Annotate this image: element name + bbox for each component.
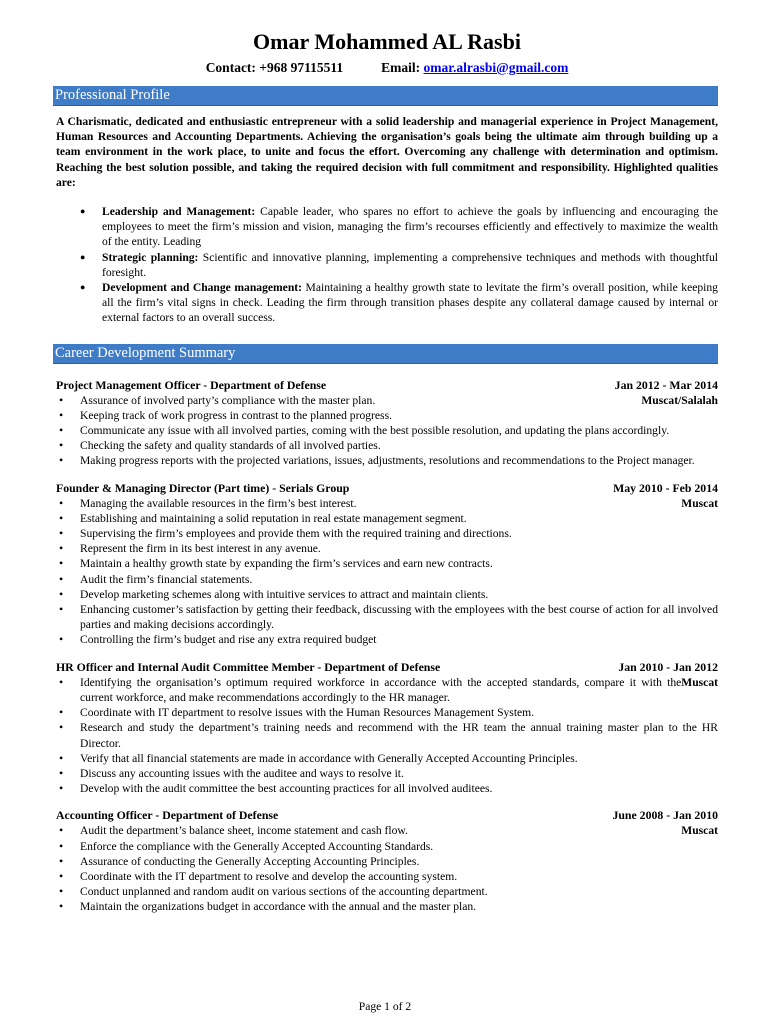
duty-item	[80, 408, 718, 423]
duties-list	[56, 393, 718, 469]
duty-text: Maintain the organizations budget in accordance with the annual and the master plan.	[80, 900, 477, 914]
job-entry	[56, 378, 718, 469]
contact-phone: Contact: +968 97115511	[205, 60, 344, 75]
job-header	[56, 481, 718, 496]
job-title: Accounting Officer - Department of Defense	[56, 808, 279, 823]
duty-text: Coordinate with IT department to resolve issues with the Human Resources Management System.	[80, 706, 535, 720]
duty-text: Identifying the organisation’s optimum required workforce in accordance with the accepted standards, compare it with the current workforce, and make recommendations accordingly to the HR manager.	[80, 675, 682, 704]
job-dates: May 2010 - Feb 2014	[613, 480, 718, 495]
profile-summary: A Charismatic, dedicated and enthusiastic entrepreneur with a solid leadership and managerial experience in Project Management, Human Resources and Accounting Departments. Achieving the organisation’s goals being the ultimate aim through building up a team environment in the work place, to unite and focus the effort. Overcoming any challenge with determination and optimism. Reaching the best solution possible, and taking the required decision with full commitment and responsibility. Highlighted qualities are:	[56, 115, 718, 189]
duty-item	[80, 632, 718, 647]
duty-item	[80, 453, 718, 468]
job-entry	[56, 481, 718, 648]
quality-item	[102, 280, 718, 326]
duty-item	[80, 884, 718, 899]
duty-item	[80, 423, 718, 438]
duty-text: Research and study the department’s training needs and recommend with the HR team the annual training master plan to the HR Director.	[80, 721, 718, 750]
duty-item	[80, 869, 718, 884]
duty-item	[80, 572, 718, 587]
candidate-name: Omar Mohammed AL Rasbi	[253, 29, 521, 54]
duty-text: Managing the available resources in the firm’s best interest.	[80, 496, 357, 510]
duty-item	[80, 766, 718, 781]
quality-text: Scientific and innovative planning, implementing a comprehensive techniques and methods with thoughtful foresight.	[102, 250, 719, 279]
duty-item	[80, 839, 718, 854]
duty-item	[80, 438, 718, 453]
duty-text: Keeping track of work progress in contrast to the planned progress.	[80, 408, 392, 422]
duty-item	[80, 393, 718, 408]
job-entry	[56, 808, 718, 914]
email-link[interactable]: omar.alrasbi@gmail.com	[423, 60, 569, 75]
job-title: Project Management Officer - Department of Defense	[56, 377, 327, 392]
page-number: Page 1 of 2	[358, 1000, 412, 1013]
section-heading-career	[53, 344, 718, 364]
duty-item	[80, 675, 718, 705]
duties-list	[56, 675, 718, 797]
duty-text: Audit the firm’s financial statements.	[80, 572, 253, 586]
section-heading-profile	[53, 86, 718, 106]
duty-item	[80, 854, 718, 869]
quality-title: Development and Change management:	[102, 281, 302, 295]
job-location: • Muscat	[681, 496, 718, 510]
duty-item	[80, 781, 718, 796]
duty-item	[80, 602, 718, 632]
quality-title: Strategic planning:	[102, 250, 199, 264]
duty-text: Checking the safety and quality standards of all involved parties.	[80, 439, 381, 453]
duty-text: Develop with the audit committee the best accounting practices for all involved auditees.	[80, 782, 493, 796]
job-header	[56, 378, 718, 393]
duty-text: Assurance of conducting the Generally Accepting Accounting Principles.	[80, 854, 420, 868]
duty-text: Maintain a healthy growth state by expanding the firm’s services and earn new contracts.	[80, 557, 493, 571]
quality-text: Maintaining a healthy growth state to levitate the firm’s overall position, while keeping all the firm’s vital signs in check. Leading the firm through transition phases despite any collateral damage caused by internal or external factors to an overall success.	[102, 281, 718, 325]
quality-item	[102, 250, 718, 280]
section-title: Career Development Summary	[55, 344, 236, 361]
quality-item	[102, 204, 718, 250]
duty-text: Conduct unplanned and random audit on various sections of the accounting department.	[80, 885, 488, 899]
duty-text: Enhancing customer’s satisfaction by getting their feedback, discussing with the employees with the best course of action for all involved parties and making decisions accordingly.	[80, 603, 718, 632]
duty-item	[80, 823, 718, 838]
duty-item	[80, 899, 718, 914]
quality-text: Capable leader, who spares no effort to achieve the goals by influencing and encouraging the employees to meet the firm’s mission and vision, managing the firm’s recourses efficiently and effectively to maximize the wealth of the entity. Leading	[102, 205, 719, 249]
job-header	[56, 808, 718, 823]
duty-text: Communicate any issue with all involved parties, coming with the best possible resolution, and updating the plans accordingly.	[80, 424, 670, 438]
career-list	[56, 378, 718, 915]
duty-item	[80, 556, 718, 571]
quality-title: Leadership and Management:	[102, 205, 256, 219]
job-location: • Muscat	[681, 824, 718, 838]
resume-page	[56, 28, 718, 915]
job-dates: Jan 2012 - Mar 2014	[614, 377, 718, 392]
duty-text: Discuss any accounting issues with the auditee and ways to resolve it.	[80, 766, 404, 780]
duty-text: Represent the firm in its best interest in any avenue.	[80, 542, 321, 556]
duty-item	[80, 541, 718, 556]
duty-item	[80, 587, 718, 602]
duties-list	[56, 823, 718, 914]
job-location: • Muscat/Salalah	[641, 393, 718, 407]
job-location: • Muscat	[681, 675, 718, 689]
duty-item	[80, 720, 718, 750]
job-header	[56, 660, 718, 675]
duties-list	[56, 496, 718, 648]
duty-item	[80, 496, 718, 511]
job-entry	[56, 660, 718, 797]
job-dates: June 2008 - Jan 2010	[612, 808, 718, 823]
duty-text: Coordinate with the IT department to resolve and develop the accounting system.	[80, 869, 458, 883]
duty-item	[80, 511, 718, 526]
duty-text: Audit the department’s balance sheet, income statement and cash flow.	[80, 824, 408, 838]
duty-item	[80, 705, 718, 720]
duty-text: Making progress reports with the projected variations, issues, adjustments, resolutions and recommendations to the Project manager.	[80, 454, 695, 468]
duty-text: Assurance of involved party’s compliance with the master plan.	[80, 393, 376, 407]
duty-text: Verify that all financial statements are made in accordance with Generally Accepted Accounting Principles.	[80, 751, 578, 765]
duty-item	[80, 751, 718, 766]
duty-text: Develop marketing schemes along with intuitive services to attract and maintain clients.	[80, 587, 489, 601]
job-title: Founder & Managing Director (Part time) - Serials Group	[56, 480, 350, 495]
contact-line	[56, 59, 718, 77]
qualities-list	[56, 204, 718, 326]
duty-text: Supervising the firm’s employees and provide them with the required training and directions.	[80, 527, 512, 541]
job-title: HR Officer and Internal Audit Committee Member - Department of Defense	[56, 659, 441, 674]
duty-item	[80, 526, 718, 541]
email-label: Email:	[381, 60, 421, 75]
duty-text: Establishing and maintaining a solid reputation in real estate management segment.	[80, 511, 467, 525]
duty-text: Enforce the compliance with the Generally Accepted Accounting Standards.	[80, 839, 434, 853]
duty-text: Controlling the firm’s budget and rise any extra required budget	[80, 633, 377, 647]
section-title: Professional Profile	[55, 87, 170, 103]
job-dates: Jan 2010 - Jan 2012	[618, 659, 718, 674]
